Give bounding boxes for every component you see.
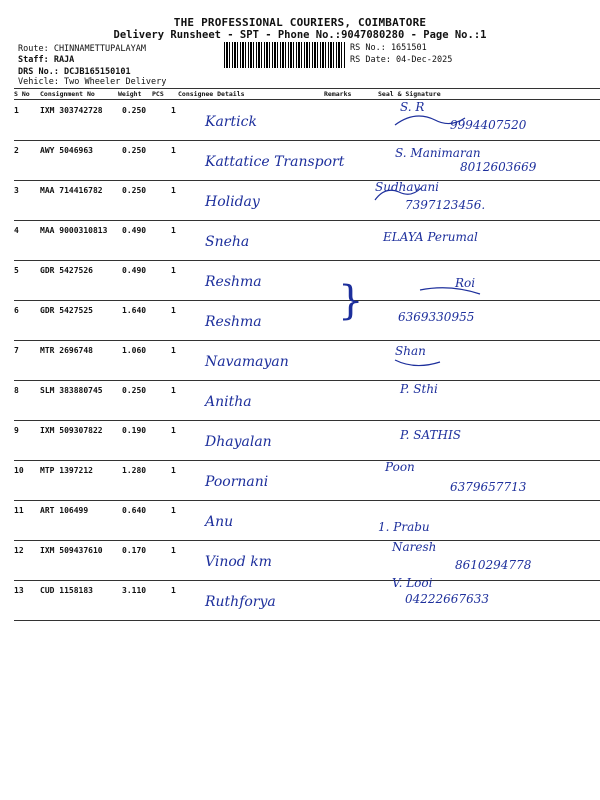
row-divider	[14, 260, 600, 261]
row-sno: 2	[14, 146, 19, 155]
row-consignment: MTP 1397212	[40, 466, 93, 475]
row-weight: 0.250	[122, 386, 147, 395]
row-pcs: 1	[171, 546, 176, 555]
row-consignment: MTR 2696748	[40, 346, 93, 355]
barcode	[224, 42, 346, 68]
route-label: Route: CHINNAMETTUPALAYAM	[18, 44, 146, 54]
row-pcs: 1	[171, 226, 176, 235]
row-pcs: 1	[171, 146, 176, 155]
row-consignment: IXM 509307822	[40, 426, 103, 435]
row-signature: P. SATHIS	[400, 428, 461, 442]
table-row	[14, 304, 600, 344]
row-phone: 7397123456.	[405, 198, 486, 212]
row-sno: 11	[14, 506, 24, 515]
column-pcs: PCS	[152, 90, 164, 98]
row-consignment: MAA 9000310813	[40, 226, 108, 235]
rs-number: RS No.: 1651501	[350, 43, 427, 53]
row-signature: Poon	[385, 460, 415, 474]
row-phone: 8610294778	[455, 558, 532, 572]
column-seal-signature: Seal & Signature	[378, 90, 441, 98]
row-signature: P. Sthi	[400, 382, 438, 396]
row-weight: 1.060	[122, 346, 147, 355]
row-consignee: Navamayan	[205, 354, 289, 370]
row-pcs: 1	[171, 306, 176, 315]
row-sno: 6	[14, 306, 19, 315]
row-weight: 0.250	[122, 186, 147, 195]
row-consignment: MAA 714416782	[40, 186, 103, 195]
row-consignee: Anitha	[205, 394, 252, 410]
rs-date: RS Date: 04-Dec-2025	[350, 55, 453, 65]
row-consignee: Reshma	[205, 314, 262, 330]
column-weight: Weight	[118, 90, 142, 98]
row-divider	[14, 620, 600, 621]
vehicle-label: Vehicle: Two Wheeler Delivery	[18, 77, 167, 87]
row-weight: 0.170	[122, 546, 147, 555]
table-row	[14, 584, 600, 624]
row-phone: 9994407520	[450, 118, 527, 132]
row-consignment: GDR 5427525	[40, 306, 93, 315]
row-divider	[14, 500, 600, 501]
header-rule-bottom	[14, 99, 600, 100]
row-phone: 6379657713	[450, 480, 527, 494]
row-consignment: SLM 383880745	[40, 386, 103, 395]
table-row	[14, 264, 600, 304]
row-sno: 12	[14, 546, 24, 555]
row-consignment: IXM 509437610	[40, 546, 103, 555]
row-consignment: AWY 5046963	[40, 146, 93, 155]
row-weight: 0.250	[122, 106, 147, 115]
brace-mark: }	[338, 278, 364, 324]
row-pcs: 1	[171, 186, 176, 195]
column-consignment: Consignment No	[40, 90, 95, 98]
row-weight: 0.640	[122, 506, 147, 515]
row-sno: 13	[14, 586, 24, 595]
column-consignee: Consignee Details	[178, 90, 245, 98]
table-row	[14, 344, 600, 384]
runsheet-subtitle: Delivery Runsheet - SPT - Phone No.:9047080280 - Page No.:1	[113, 29, 487, 41]
row-consignment: CUD 1158183	[40, 586, 93, 595]
row-pcs: 1	[171, 266, 176, 275]
row-signature: Sudhavani	[375, 180, 440, 194]
row-signature: Naresh	[392, 540, 437, 554]
row-consignee: Anu	[205, 514, 234, 530]
row-weight: 0.490	[122, 226, 147, 235]
row-divider	[14, 380, 600, 381]
row-consignment: GDR 5427526	[40, 266, 93, 275]
row-consignee: Sneha	[205, 234, 250, 250]
row-pcs: 1	[171, 586, 176, 595]
row-consignee: Kattatice Transport	[205, 154, 345, 170]
row-consignee: Reshma	[205, 274, 262, 290]
row-phone: 8012603669	[460, 160, 537, 174]
row-signature: ELAYA Perumal	[383, 230, 478, 244]
row-consignee: Poornani	[205, 474, 269, 490]
row-weight: 0.250	[122, 146, 147, 155]
row-signature: S. Manimaran	[395, 146, 481, 160]
row-divider	[14, 300, 600, 301]
row-signature: V. Looi	[392, 576, 433, 590]
row-weight: 0.190	[122, 426, 147, 435]
row-pcs: 1	[171, 386, 176, 395]
row-consignee: Dhayalan	[205, 434, 272, 450]
row-consignment: IXM 303742728	[40, 106, 103, 115]
row-sno: 9	[14, 426, 19, 435]
row-consignee: Kartick	[205, 114, 257, 130]
row-sno: 4	[14, 226, 19, 235]
row-sno: 3	[14, 186, 19, 195]
row-signature: S. R	[400, 100, 425, 114]
row-phone: 6369330955	[398, 310, 475, 324]
row-pcs: 1	[171, 426, 176, 435]
column-sno: S No	[14, 90, 30, 98]
row-weight: 1.640	[122, 306, 147, 315]
row-weight: 0.490	[122, 266, 147, 275]
row-divider	[14, 140, 600, 141]
row-signature: Shan	[395, 344, 426, 358]
row-pcs: 1	[171, 106, 176, 115]
row-divider	[14, 420, 600, 421]
table-row	[14, 504, 600, 544]
row-divider	[14, 340, 600, 341]
staff-label: Staff: RAJA	[18, 55, 75, 65]
row-weight: 1.280	[122, 466, 147, 475]
header-rule-top	[14, 88, 600, 89]
row-sno: 1	[14, 106, 19, 115]
row-sno: 7	[14, 346, 19, 355]
row-consignee: Holiday	[205, 194, 260, 210]
row-consignment: ART 106499	[40, 506, 89, 515]
row-weight: 3.110	[122, 586, 147, 595]
drs-label: DRS No.: DCJB165150101	[18, 67, 131, 77]
row-sno: 10	[14, 466, 24, 475]
row-phone: 04222667633	[405, 592, 489, 606]
row-signature: 1. Prabu	[378, 520, 430, 534]
row-pcs: 1	[171, 506, 176, 515]
row-divider	[14, 180, 600, 181]
row-divider	[14, 580, 600, 581]
row-divider	[14, 460, 600, 461]
row-pcs: 1	[171, 346, 176, 355]
company-title: THE PROFESSIONAL COURIERS, COIMBATORE	[173, 16, 427, 29]
row-signature: Roi	[455, 276, 476, 290]
row-consignee: Vinod km	[205, 554, 272, 570]
row-divider	[14, 220, 600, 221]
row-sno: 8	[14, 386, 19, 395]
row-sno: 5	[14, 266, 19, 275]
row-divider	[14, 540, 600, 541]
row-pcs: 1	[171, 466, 176, 475]
column-remarks: Remarks	[324, 90, 352, 98]
row-consignee: Ruthforya	[205, 594, 276, 610]
